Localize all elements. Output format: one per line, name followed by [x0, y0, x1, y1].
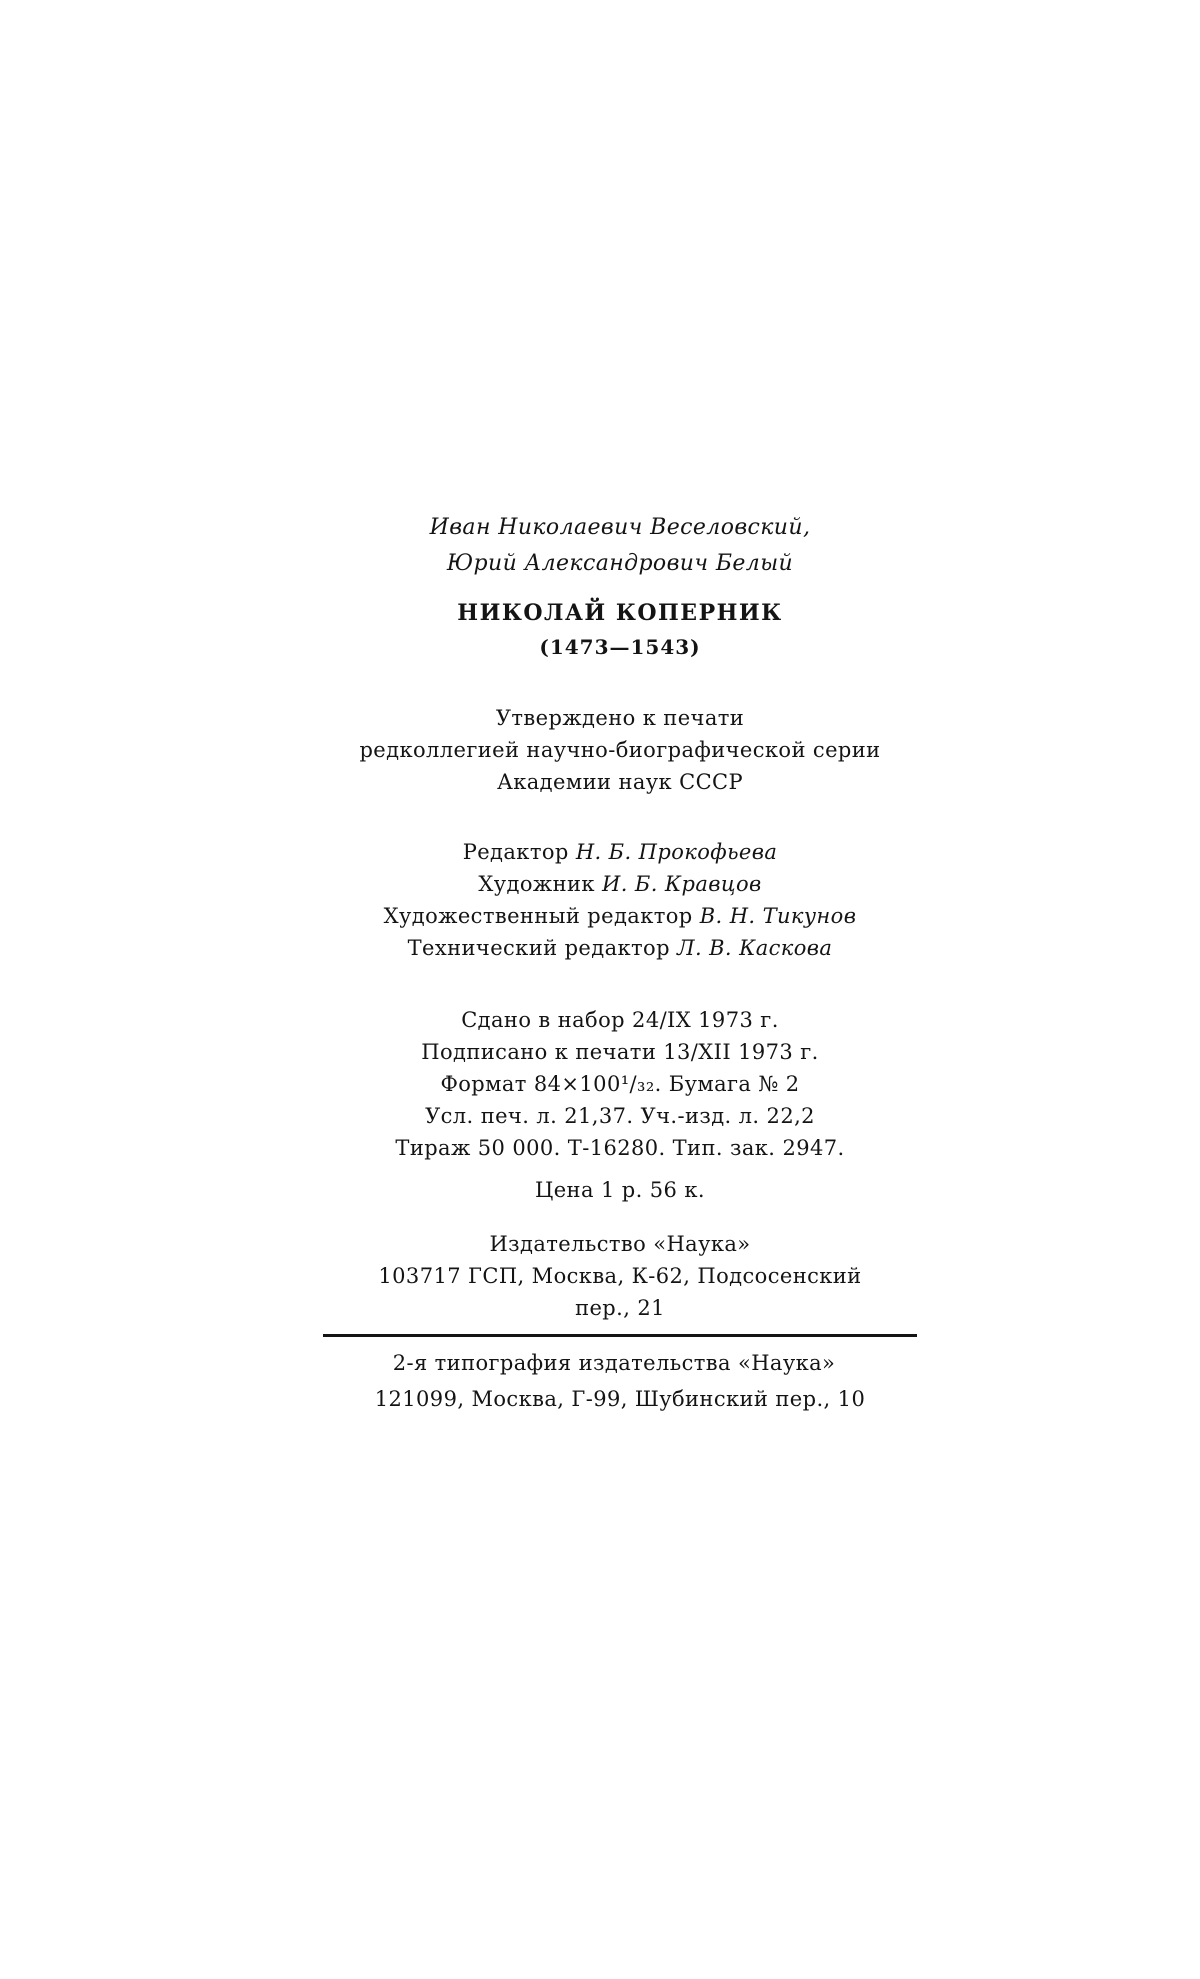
credit-line	[320, 932, 920, 964]
authors-block	[320, 510, 920, 582]
publisher-block	[320, 1228, 920, 1324]
credits-block	[320, 836, 920, 964]
book-title: НИКОЛАЙ КОПЕРНИК	[457, 600, 783, 626]
credit-line	[320, 900, 920, 932]
credit-name: Л. В. Каскова	[677, 936, 833, 960]
print-info-line: Формат 84×100¹/₃₂. Бумага № 2	[440, 1072, 800, 1096]
approval-line: Утверждено к печати	[495, 706, 745, 730]
print-info-line: Тираж 50 000. Т-16280. Тип. зак. 2947.	[395, 1136, 845, 1160]
publisher-line: Издательство «Наука»	[489, 1232, 751, 1256]
credit-role: Художник	[478, 872, 595, 896]
credit-name: В. Н. Тикунов	[699, 904, 857, 928]
printer-line: 121099, Москва, Г-99, Шубинский пер., 10	[374, 1387, 866, 1411]
price: Цена 1 р. 56 к.	[535, 1178, 705, 1202]
author-name: Иван Николаевич Веселовский,	[429, 515, 811, 540]
print-info-line: Подписано к печати 13/XII 1973 г.	[421, 1040, 819, 1064]
credit-role: Художественный редактор	[383, 904, 693, 928]
print-info-block	[320, 1004, 920, 1164]
printer-block	[320, 1345, 920, 1417]
publisher-line: 103717 ГСП, Москва, К-62, Подсосенский	[378, 1264, 862, 1288]
credit-role: Технический редактор	[407, 936, 670, 960]
credit-line	[320, 836, 920, 868]
credit-name: Н. Б. Прокофьева	[575, 840, 778, 864]
print-info-line: Усл. печ. л. 21,37. Уч.-изд. л. 22,2	[425, 1104, 815, 1128]
approval-line: Академии наук СССР	[496, 770, 744, 794]
print-info-line: Сдано в набор 24/IX 1973 г.	[461, 1008, 779, 1032]
author-name: Юрий Александрович Белый	[446, 551, 794, 576]
approval-block	[320, 702, 920, 798]
publisher-line: пер., 21	[575, 1296, 665, 1320]
colophon	[320, 510, 920, 1417]
credit-name: И. Б. Кравцов	[602, 872, 762, 896]
credit-line	[320, 868, 920, 900]
divider-rule	[323, 1334, 917, 1337]
approval-line: редколлегией научно-биографической серии	[359, 738, 881, 762]
book-years: (1473—1543)	[539, 635, 701, 659]
credit-role: Редактор	[462, 840, 569, 864]
printer-line: 2-я типография издательства «Наука»	[392, 1351, 836, 1375]
